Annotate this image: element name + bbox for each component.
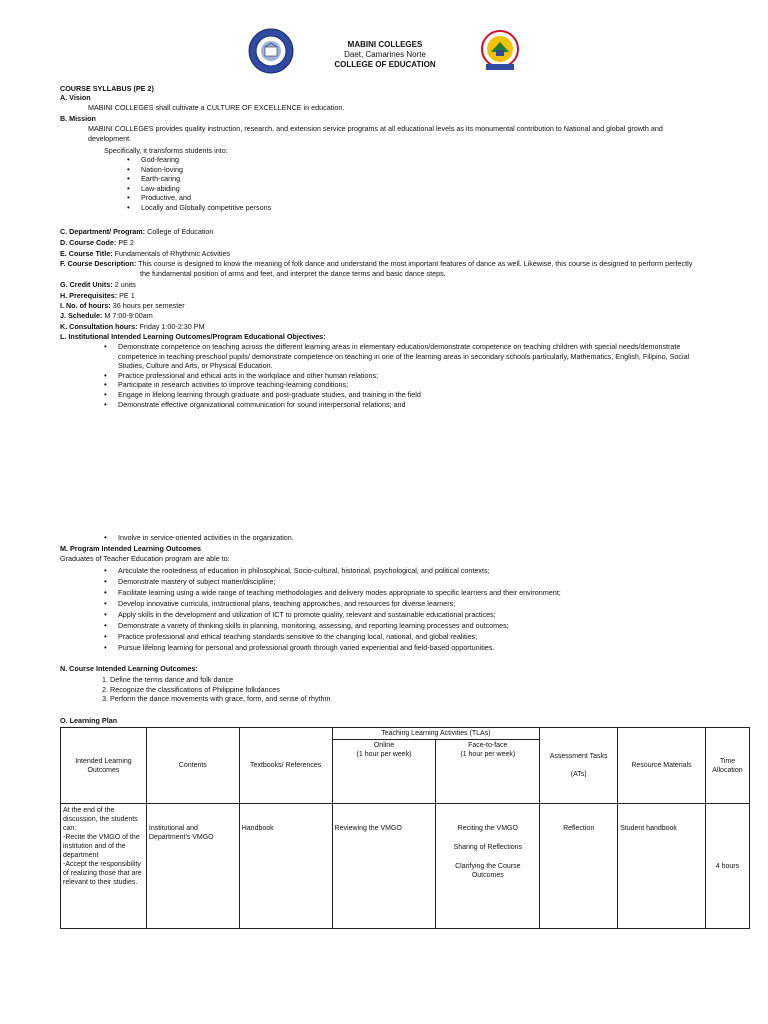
- program-outcomes-list: [104, 565, 744, 653]
- list-item: • Practice professional and ethical teaching standards sensitive to the changing local, national, and global realities;: [104, 631, 744, 642]
- department-name: COLLEGE OF EDUCATION: [334, 60, 436, 69]
- item-text: Perform the dance movements with grace, form, and sense of rhythm: [110, 694, 331, 704]
- list-item: • Law-abiding: [127, 184, 427, 194]
- cell-f2f: [436, 804, 540, 929]
- credit-units-label: G. Credit Units:: [60, 280, 113, 289]
- cell-online: Reviewing the VMGO: [332, 804, 436, 929]
- college-address: Daet, Camarines Norte: [344, 50, 426, 59]
- list-item: • Pursue lifelong learning for personal and professional growth through varied experiential and field-based opportunities.: [104, 642, 744, 653]
- header-outcomes: Intended Learning Outcomes: [61, 728, 147, 804]
- header-time: Time Allocation: [705, 728, 749, 804]
- online-sub: (1 hour per week): [356, 751, 412, 758]
- list-item: • Nation-loving: [127, 165, 427, 175]
- outcomes-item: -Accept the responsibility of realizing those that are relevant to their studies.: [63, 861, 142, 886]
- department-label: C. Department/ Program:: [60, 227, 146, 236]
- header-assessment: [540, 728, 618, 804]
- f2f-activity: Reciting the VMGO: [457, 825, 518, 832]
- consultation-value: Friday 1:00-2:30 PM: [139, 322, 205, 331]
- item-line: Studies, Culture and Arts, or Physical Education.: [118, 361, 273, 371]
- list-item: [88, 694, 688, 704]
- learning-plan-heading: O. Learning Plan: [60, 716, 118, 725]
- list-item: • Practice professional and ethical acts in the workplace and other human relations;: [104, 371, 724, 381]
- list-item: • Apply skills in the development and utilization of ICT to promote quality, relevant and sustainable educational practices;: [104, 609, 744, 620]
- header-textbooks: Textbooks/ References: [239, 728, 332, 804]
- course-description-label: F. Course Description:: [60, 259, 137, 268]
- course-outcomes-heading: N. Course Intended Learning Outcomes:: [60, 664, 198, 673]
- credit-units-row: [60, 280, 136, 289]
- college-name: MABINI COLLEGES: [347, 40, 423, 49]
- hours-row: [60, 301, 185, 310]
- cell-time: 4 hours: [705, 804, 749, 929]
- course-outcomes-list: [88, 675, 688, 704]
- document-header: [300, 40, 470, 70]
- cell-textbooks: Handbook: [239, 804, 332, 929]
- list-item: • Involve in service-oriented activities in the organization.: [104, 533, 704, 543]
- vision-text: MABINI COLLEGES shall cultivate a CULTURE OF EXCELLENCE in education.: [88, 103, 345, 112]
- outcomes-item: -Recite the VMGO of the institution and of the department: [63, 834, 140, 859]
- mission-text: MABINI COLLEGES provides quality instruction, research, and extension service programs at all educational levels as its monumental contribution to National and global growth and development.: [88, 124, 663, 143]
- list-item: [104, 342, 724, 371]
- f2f-sub: (1 hour per week): [460, 751, 516, 758]
- prerequisites-row: [60, 291, 135, 300]
- table-row: [61, 804, 750, 929]
- mission-heading: B. Mission: [60, 114, 96, 123]
- cell-contents: Institutional and Department's VMGO: [146, 804, 239, 929]
- assessment-sub: (ATs): [570, 771, 587, 778]
- consultation-label: K. Consultation hours:: [60, 322, 138, 331]
- item-number: 3.: [102, 694, 108, 704]
- mabini-colleges-seal-icon: [248, 28, 294, 74]
- department-row: [60, 227, 213, 236]
- syllabus-title: COURSE SYLLABUS (PE 2): [60, 84, 154, 93]
- list-item: [88, 675, 688, 685]
- item-number: 2.: [102, 684, 108, 694]
- course-title-value: Fundamentals of Rhythmic Activities: [114, 249, 231, 258]
- department-value: College of Education: [147, 227, 214, 236]
- mission-list: [127, 155, 427, 213]
- list-item: • Articulate the rootedness of education in philosophical, Socio-cultural, historical, psychological, and political contexts;: [104, 565, 744, 576]
- list-item: • Locally and Globally competitive persons: [127, 203, 427, 213]
- item-text: Recognize the classifications of Philippine folkdances: [110, 684, 280, 694]
- cell-resource: Student handbook: [618, 804, 706, 929]
- hours-value: 36 hours per semester: [112, 301, 185, 310]
- list-item: • God-fearing: [127, 155, 427, 165]
- list-item: • Demonstrate effective organizational communication for sound interpersonal relations; and: [104, 400, 724, 410]
- program-outcomes-heading: M. Program Intended Learning Outcomes: [60, 544, 201, 553]
- item-number: 1.: [102, 675, 108, 684]
- credit-units-value: 2 units: [114, 280, 136, 289]
- list-item: • Demonstrate mastery of subject matter/discipline;: [104, 576, 744, 587]
- header-contents: Contents: [146, 728, 239, 804]
- hours-label: I. No. of hours:: [60, 301, 111, 310]
- mission-specifically: Specifically, it transforms students into:: [104, 146, 228, 155]
- header-tla: Teaching Learning Activities (TLAs): [332, 728, 540, 740]
- vision-heading: A. Vision: [60, 93, 91, 102]
- schedule-row: [60, 311, 153, 320]
- outcomes-intro: At the end of the discussion, the students can:: [63, 807, 138, 832]
- institutional-list-continued: [104, 533, 704, 543]
- list-item: • Engage in lifelong learning through graduate and post-graduate studies, and training in the field: [104, 390, 724, 400]
- cell-assessment: Reflection: [540, 804, 618, 929]
- list-item: • Earth-caring: [127, 174, 427, 184]
- prerequisites-label: H. Prerequisites:: [60, 291, 118, 300]
- list-item: • Facilitate learning using a wide range of teaching methodologies and delivery modes appropriate to specific learners and their environment;: [104, 587, 744, 598]
- course-description-row: [60, 259, 692, 268]
- course-title-row: [60, 249, 230, 258]
- schedule-value: M 7:00-9:00am: [104, 311, 153, 320]
- assessment-label: Assessment Tasks: [549, 753, 608, 760]
- consultation-row: [60, 322, 205, 331]
- schedule-label: J. Schedule:: [60, 311, 103, 320]
- institutional-heading: L. Institutional Intended Learning Outcomes/Program Educational Objectives:: [60, 332, 326, 341]
- header-resource: Resource Materials: [618, 728, 706, 804]
- item-line: Demonstrate competence on teaching across the different learning areas in elementary education/demonstrate competence on teaching children with special needs/demonstrate: [118, 342, 681, 351]
- institutional-list: [104, 342, 724, 409]
- table-header-row: [61, 728, 750, 740]
- learning-plan-table: [60, 727, 750, 929]
- list-item: • Participate in research activities to improve teaching-learning conditions;: [104, 380, 724, 390]
- course-description-line2: the fundamental position of arms and feet, and interpret the dance terms and basic dance steps.: [140, 269, 446, 278]
- f2f-label: Face-to-face: [468, 742, 508, 749]
- cell-outcomes: [61, 804, 147, 929]
- college-of-education-logo-icon: [477, 28, 523, 74]
- f2f-activity: Clarifying the Course Outcomes: [455, 863, 521, 879]
- course-description-line1: This course is designed to know the meaning of folk dance and understand the most important features of dance as well. Likewise, this course is designed to perform perfectly: [138, 259, 693, 268]
- online-label: Online: [373, 742, 395, 749]
- list-item: • Demonstrate a variety of thinking skills in planning, monitoring, assessing, and reporting learning processes and outcomes;: [104, 620, 744, 631]
- program-outcomes-intro: Graduates of Teacher Education program are able to:: [60, 554, 230, 563]
- f2f-activity: Sharing of Reflections: [453, 844, 523, 851]
- course-code-label: D. Course Code:: [60, 238, 117, 247]
- item-text: Define the terms dance and folk dance: [110, 675, 234, 684]
- list-item: • Productive, and: [127, 193, 427, 203]
- list-item: [88, 685, 688, 695]
- list-item: • Develop innovative curricula, instructional plans, teaching approaches, and resources for diverse learners;: [104, 598, 744, 609]
- header-online: [332, 740, 436, 804]
- header-f2f: [436, 740, 540, 804]
- course-title-label: E. Course Title:: [60, 249, 113, 258]
- course-code-row: [60, 238, 134, 247]
- course-code-value: PE 2: [118, 238, 134, 247]
- prerequisites-value: PE 1: [119, 291, 135, 300]
- item-line: competence in teaching preschool pupils/ demonstrate competence on teaching in one of the learning areas in secondary schools particularly, Mathematics, English, Filipino, Social: [118, 351, 690, 361]
